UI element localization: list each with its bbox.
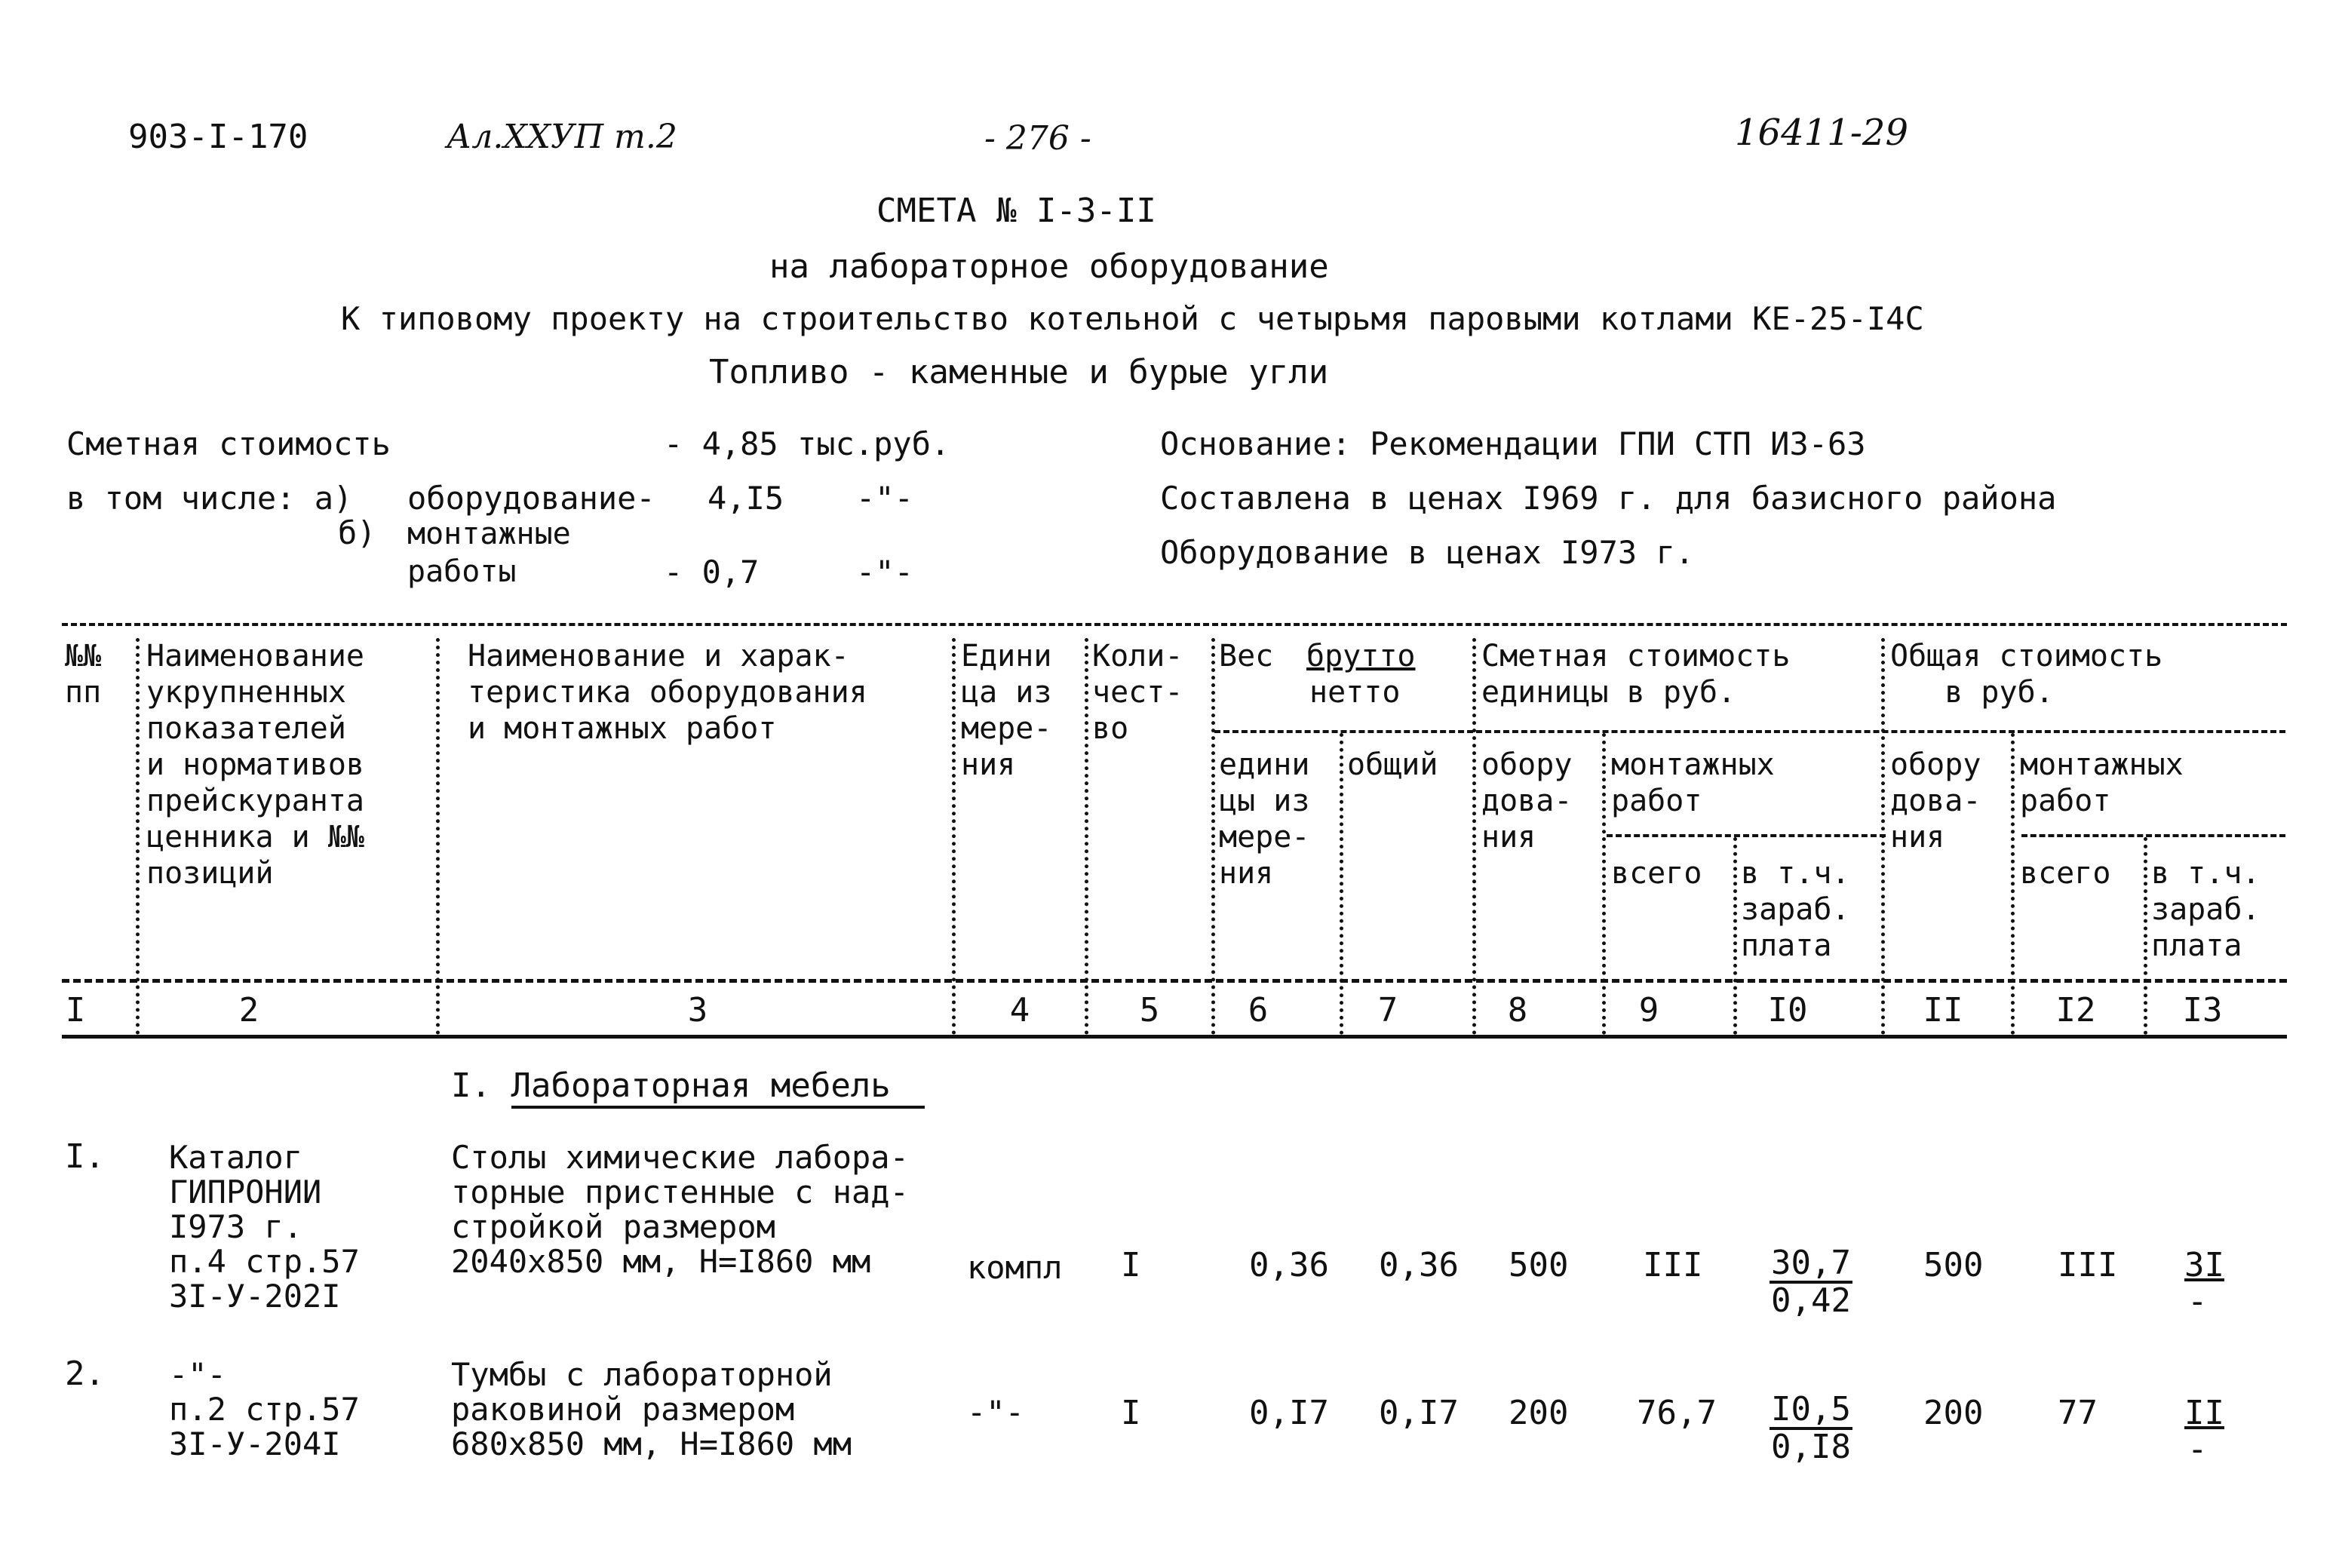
row-unit-wage (1770, 1246, 1852, 1318)
wage-denominator: 0,I8 (1771, 1428, 1851, 1466)
colnum-9: 9 (1638, 991, 1659, 1029)
section-heading (451, 1066, 891, 1105)
header-weight-net: нетто (1309, 675, 1401, 710)
ref-line: п.2 стр.57 (169, 1391, 360, 1428)
colnum-6: 6 (1248, 991, 1269, 1029)
header-weight-gross: брутто (1306, 639, 1416, 674)
desc-line: Столы химические лабора- (451, 1139, 909, 1176)
colnum-7: 7 (1377, 991, 1398, 1029)
header-col1: №№ пп (65, 639, 102, 710)
ref-line: ГИПРОНИИ (169, 1174, 322, 1211)
colnum-8: 8 (1507, 991, 1528, 1029)
row-description (451, 1140, 909, 1279)
ref-line: п.4 стр.57 (169, 1243, 360, 1280)
row-reference (169, 1140, 360, 1314)
desc-line: 2040х850 мм, Н=I860 мм (451, 1243, 871, 1280)
desc-line: Тумбы с лабораторной (451, 1356, 833, 1393)
basis-line: Основание: Рекомендации ГПИ СТП ИЗ-63 (1160, 425, 1866, 462)
equip-prices-line: Оборудование в ценах I973 г. (1160, 534, 1695, 571)
cost-label: Сметная стоимость (66, 425, 391, 462)
header-col8: обору дова- ния (1481, 747, 1573, 855)
col-sep (1085, 638, 1088, 1035)
col-sep (1733, 837, 1737, 1035)
row-description (451, 1358, 852, 1462)
header-col13: в т.ч. зараб. плата (2151, 856, 2261, 963)
header-col3: Наименование и харак- теристика оборудования и монтажных работ (468, 639, 867, 746)
colnum-11: II (1923, 991, 1963, 1029)
row-weight-total: 0,36 (1379, 1246, 1459, 1284)
header-sub-rule (1214, 730, 2285, 733)
colnum-12: I2 (2055, 991, 2096, 1029)
header-unit-mount: монтажных работ (1611, 747, 1775, 818)
row-total-equip: 200 (1923, 1394, 1984, 1432)
header-bottom-rule (62, 979, 2287, 983)
row-reference (169, 1358, 360, 1462)
row-qty: I (1121, 1246, 1141, 1284)
row-number: 2. (65, 1355, 105, 1393)
row-unit-wage (1770, 1392, 1852, 1465)
project-line: К типовому проекту на строительство котельной с четырьмя паровыми котлами КЕ-25-I4С (341, 300, 1924, 337)
header-unit-cost: Сметная стоимость единицы в руб. (1481, 639, 1791, 710)
colnum-3: 3 (687, 991, 708, 1029)
colnum-13: I3 (2182, 991, 2223, 1029)
ref-line: -"- (169, 1356, 226, 1393)
ref-line: 3I-У-204I (169, 1425, 341, 1462)
album-ref: Ал.XXУП т.2 (447, 118, 677, 156)
col-sep (136, 638, 140, 1035)
row-qty: I (1121, 1394, 1141, 1432)
header-col6: едини цы из мере- ния (1219, 747, 1310, 891)
header-col11: обору дова- ния (1890, 747, 1981, 855)
doc-subtitle: на лабораторное оборудование (769, 247, 1329, 286)
section-title: I. Лабораторная мебель (451, 1066, 891, 1105)
mount-value: - 0,7 (664, 554, 760, 591)
prices-line: Составлена в ценах I969 г. для базисного района (1160, 480, 2057, 517)
desc-line: раковиной размером (451, 1391, 795, 1428)
col-sep (1881, 638, 1885, 1035)
wage-numerator: 30,7 (1771, 1244, 1851, 1282)
desc-line: стройкой размером (451, 1208, 775, 1245)
row-total-mount: III (2058, 1246, 2118, 1284)
page-number: - 276 - (984, 119, 1091, 158)
col-sep (1211, 638, 1215, 1035)
header-col12: всего (2020, 856, 2111, 891)
header-col5: Коли- чест- во (1092, 639, 1183, 746)
header-col9: всего (1611, 856, 1702, 891)
doc-code: 903-I-170 (128, 118, 308, 156)
colnum-10: I0 (1767, 991, 1808, 1029)
row-total-wage: II (2184, 1394, 2224, 1432)
ref-line: I973 г. (169, 1208, 303, 1245)
col-sep (436, 638, 440, 1035)
cost-value: - 4,85 тыс.руб. (664, 425, 950, 462)
mount-label-1: монтажные (407, 517, 571, 551)
header-sub-rule-2 (1607, 834, 1886, 837)
col-sep (1602, 733, 1606, 1035)
colnum-1: I (65, 991, 86, 1029)
row-total-wage-mark: - (2187, 1282, 2208, 1321)
header-sub-rule-3 (2021, 834, 2285, 837)
ref-line: Каталог (169, 1139, 303, 1176)
header-col7: общий (1347, 747, 1438, 782)
mount-unit: -"- (856, 554, 913, 591)
equip-value: 4,I5 (708, 480, 784, 517)
equip-unit: -"- (856, 480, 913, 517)
wage-fraction (1770, 1246, 1852, 1318)
incl-b: б) (338, 514, 376, 551)
fuel-line: Топливо - каменные и бурые угли (709, 353, 1329, 391)
wage-fraction (1770, 1392, 1852, 1465)
colnum-bottom-rule (62, 1035, 2287, 1039)
colnum-4: 4 (1009, 991, 1030, 1029)
table-top-rule (62, 623, 2287, 626)
header-total-cost: Общая стоимость в руб. (1890, 639, 2163, 710)
header-col4: Едини ца из мере- ния (961, 639, 1052, 782)
colnum-5: 5 (1139, 991, 1160, 1029)
colnum-2: 2 (238, 991, 259, 1029)
equip-label: оборудование- (407, 480, 655, 517)
row-unit-mount: 76,7 (1637, 1394, 1717, 1432)
header-col10: в т.ч. зараб. плата (1741, 856, 1850, 963)
row-unit-equip: 200 (1509, 1394, 1569, 1432)
row-total-wage: 3I (2184, 1246, 2224, 1284)
desc-line: торные пристенные с над- (451, 1174, 909, 1211)
col-sep (2144, 837, 2147, 1035)
doc-title: СМЕТА № I-3-II (876, 192, 1156, 230)
row-weight-total: 0,I7 (1379, 1394, 1459, 1432)
row-unit-mount: III (1643, 1246, 1703, 1284)
incl-label: в том числе: а) (66, 480, 353, 517)
col-sep (952, 638, 956, 1035)
row-total-equip: 500 (1923, 1246, 1984, 1284)
header-total-mount: монтажных работ (2020, 747, 2184, 818)
col-sep (1340, 733, 1343, 1035)
row-weight-unit: 0,I7 (1249, 1394, 1329, 1432)
mount-label-2: работы (407, 554, 517, 589)
wage-denominator: 0,42 (1771, 1281, 1851, 1320)
header-weight-label: Вес (1219, 639, 1274, 674)
wage-numerator: I0,5 (1771, 1390, 1851, 1428)
ref-line: 3I-У-202I (169, 1278, 341, 1315)
header-col2: Наименование укрупненных показателей и нормативов прейскуранта ценника и №№ позиций (146, 639, 364, 891)
section-underline (511, 1106, 925, 1109)
row-total-wage-mark: - (2187, 1430, 2208, 1468)
row-number: I. (65, 1137, 105, 1176)
col-sep (1472, 638, 1476, 1035)
row-unit: компл (967, 1249, 1063, 1286)
row-unit: -"- (967, 1394, 1024, 1431)
row-weight-unit: 0,36 (1249, 1246, 1329, 1284)
desc-line: 680х850 мм, Н=I860 мм (451, 1425, 852, 1462)
col-sep (2011, 733, 2015, 1035)
row-total-mount: 77 (2058, 1394, 2098, 1432)
row-unit-equip: 500 (1509, 1246, 1569, 1284)
inventory-number: 16411-29 (1735, 112, 1908, 154)
